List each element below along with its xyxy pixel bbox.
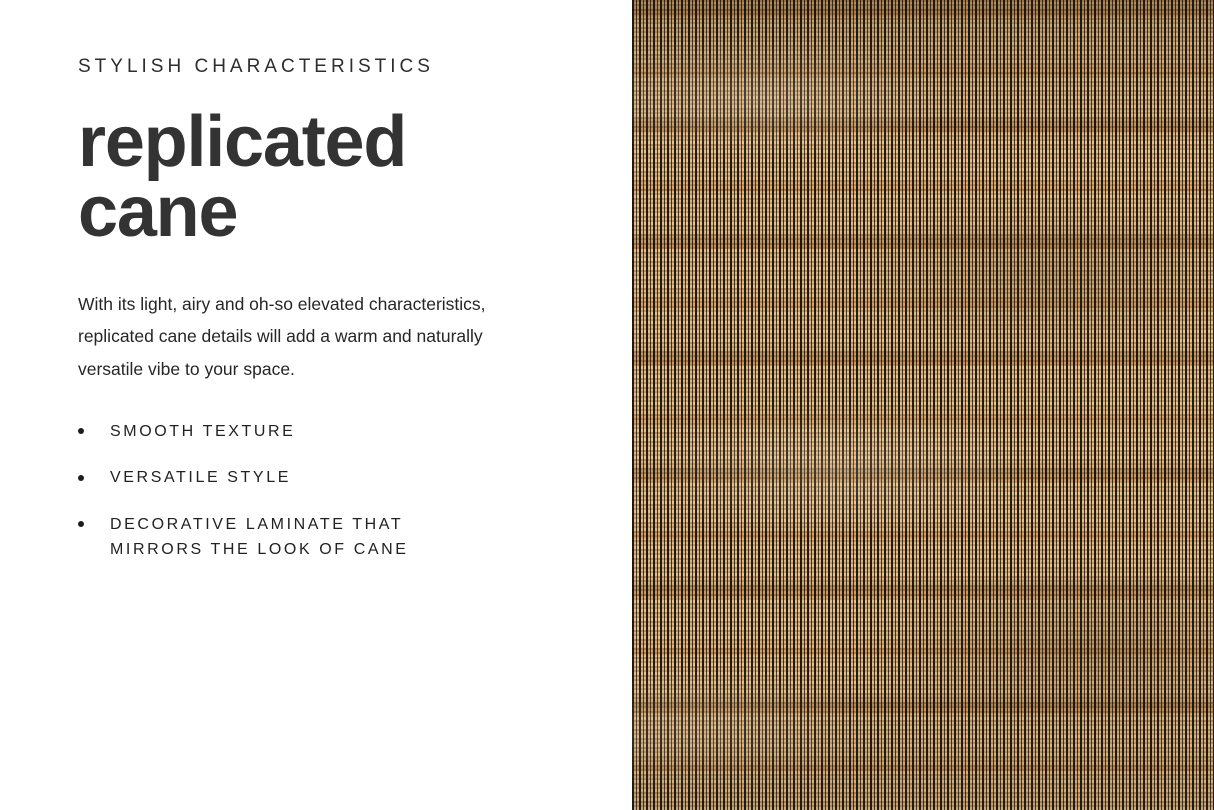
headline-line-2: cane: [78, 172, 238, 253]
content-block: [78, 56, 578, 563]
bullet-icon: [78, 475, 84, 481]
headline-line-1: replicated: [78, 101, 407, 182]
weave-horizontal-bands: [632, 0, 1214, 810]
bullet-icon: [78, 521, 84, 527]
list-item: [78, 513, 578, 563]
cane-texture-image: [632, 0, 1214, 810]
list-item-label-second-line: MIRRORS THE LOOK OF CANE: [110, 540, 409, 558]
bullet-icon: [78, 428, 84, 434]
feature-list: [78, 420, 578, 563]
list-item-label: VERSATILE STYLE: [110, 469, 291, 487]
eyebrow-label: STYLISH CHARACTERISTICS: [78, 56, 434, 77]
list-item: [78, 466, 578, 491]
body-paragraph: With its light, airy and oh-so elevated characteristics, replicated cane details will add a warm and naturally versatile vibe to your space.: [78, 293, 486, 379]
list-item: [78, 420, 578, 445]
list-item-label: DECORATIVE LAMINATE THAT: [110, 516, 404, 534]
list-item-label: SMOOTH TEXTURE: [110, 422, 296, 440]
page-title: [78, 101, 498, 253]
